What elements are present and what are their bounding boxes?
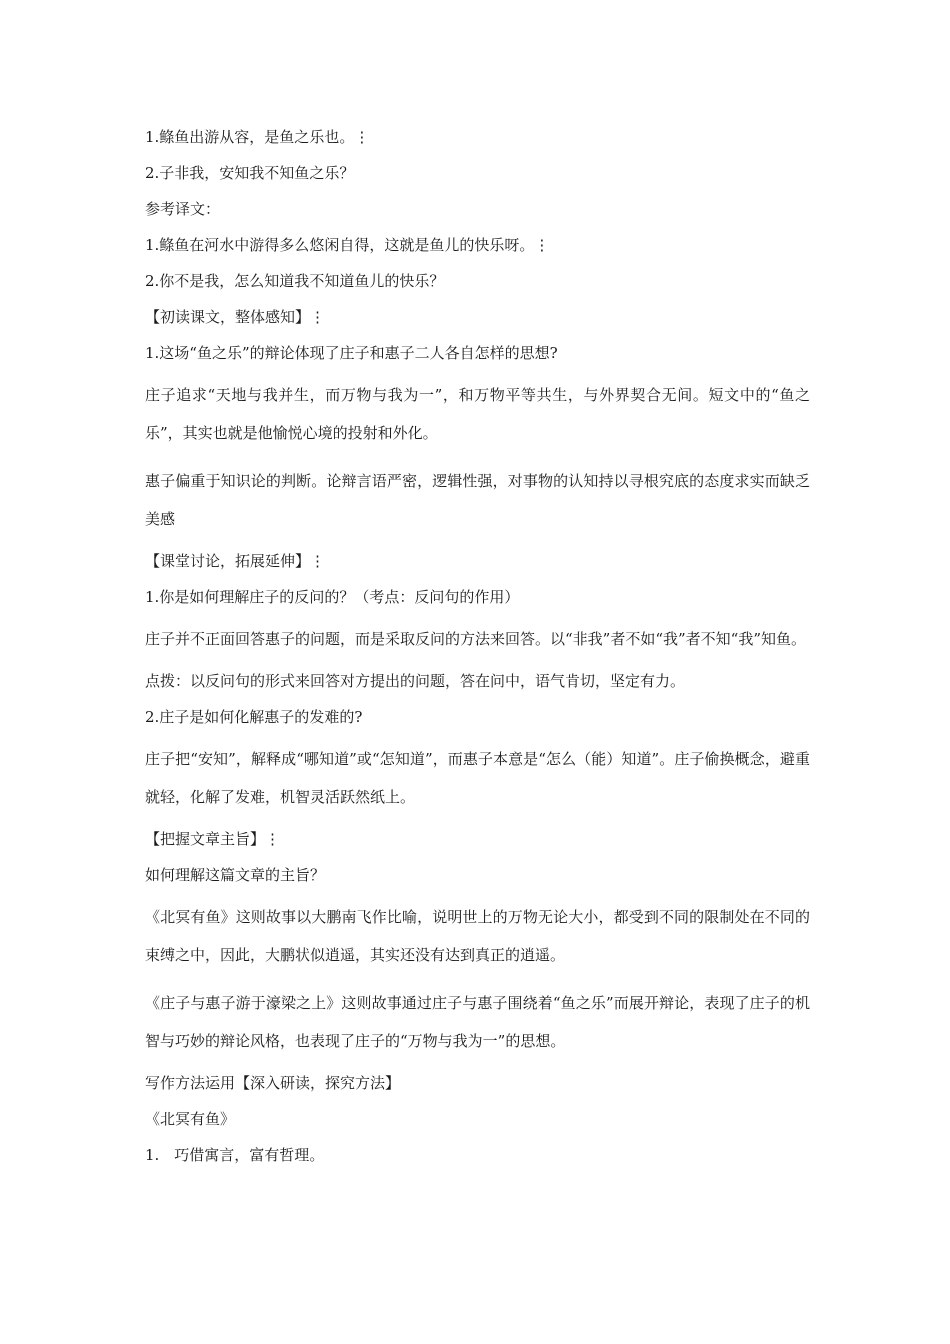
question-line: 2.庄子是如何化解惠子的发难的? <box>145 708 363 726</box>
section-heading: 写作方法运用【深入研读，探究方法】 <box>145 1074 401 1092</box>
text-line: 2.子非我，安知我不知鱼之乐？ <box>145 164 355 182</box>
text-line: 《北冥有鱼》 <box>145 1110 236 1128</box>
section-label: 参考译文： <box>145 200 221 218</box>
document-body <box>145 124 810 1168</box>
section-heading: 【把握文章主旨】⋮ <box>145 830 281 848</box>
paragraph: 庄子把“安知”，解释成“哪知道”或“怎知道”，而惠子本意是“怎么（能）知道”。庄子偷换概念，避重就轻，化解了发难，机智灵活跃然纸上。 <box>145 750 810 806</box>
text-line: 1.鲦鱼出游从容，是鱼之乐也。⋮ <box>145 128 370 146</box>
section-heading: 【初读课文，整体感知】⋮ <box>145 308 326 326</box>
text-line: 2.你不是我，怎么知道我不知道鱼儿的快乐？ <box>145 272 445 290</box>
text-line: 1.鲦鱼在河水中游得多么悠闲自得，这就是鱼儿的快乐呀。⋮ <box>145 236 550 254</box>
section-heading: 【课堂讨论，拓展延伸】⋮ <box>145 552 326 570</box>
paragraph: 庄子并不正面回答惠子的问题，而是采取反问的方法来回答。以“非我”者不如“我”者不知“我”知鱼。 <box>145 630 807 648</box>
text-line: 点拨：以反问句的形式来回答对方提出的问题，答在问中，语气肯切，坚定有力。 <box>145 672 686 690</box>
paragraph: 惠子偏重于知识论的判断。论辩言语严密，逻辑性强，对事物的认知持以寻根究底的态度求实而缺乏美感 <box>145 472 810 528</box>
paragraph: 庄子追求“天地与我并生，而万物与我为一”，和万物平等共生，与外界契合无间。短文中的“鱼之乐”，其实也就是他愉悦心境的投射和外化。 <box>145 386 810 442</box>
paragraph: 《庄子与惠子游于濠梁之上》这则故事通过庄子与惠子围绕着“鱼之乐”而展开辩论，表现了庄子的机智与巧妙的辩论风格，也表现了庄子的“万物与我为一”的思想。 <box>145 994 810 1050</box>
question-line: 1.这场“鱼之乐”的辩论体现了庄子和惠子二人各自怎样的思想? <box>145 344 558 362</box>
question-line: 如何理解这篇文章的主旨？ <box>145 866 326 884</box>
paragraph: 《北冥有鱼》这则故事以大鹏南飞作比喻，说明世上的万物无论大小，都受到不同的限制处在不同的束缚之中，因此，大鹏状似逍遥，其实还没有达到真正的逍遥。 <box>145 908 810 964</box>
question-line: 1.你是如何理解庄子的反问的？（考点：反问句的作用） <box>145 588 520 606</box>
text-line: 1. 巧借寓言，富有哲理。 <box>145 1146 325 1164</box>
